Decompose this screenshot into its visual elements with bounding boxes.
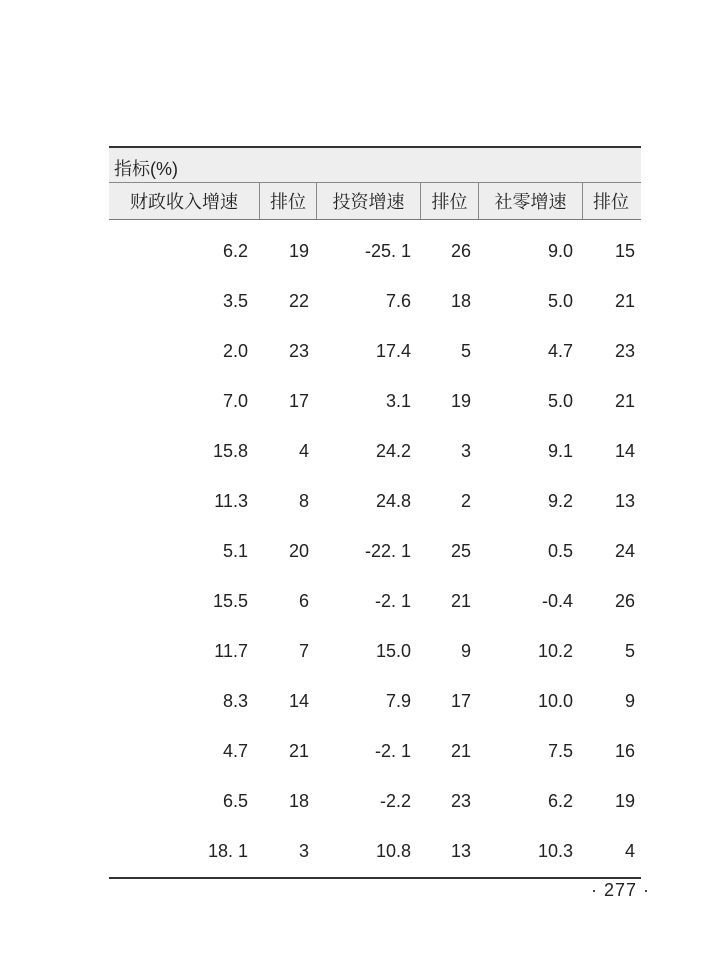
investment-growth-cell: 3.1 <box>385 390 411 411</box>
table-row <box>109 626 641 676</box>
investment-rank-cell: 19 <box>450 390 471 411</box>
fiscal-rank-cell: 21 <box>288 740 309 761</box>
fiscal-rank-cell: 4 <box>298 440 309 461</box>
fiscal-rank-cell: 14 <box>288 690 309 711</box>
table-row <box>109 276 641 326</box>
table-row <box>109 426 641 476</box>
retail-growth-cell: 10.0 <box>537 690 573 711</box>
investment-growth-cell: 7.9 <box>385 690 411 711</box>
fiscal-rank-cell: 20 <box>288 540 309 561</box>
fiscal-growth-cell: 11.7 <box>214 640 248 661</box>
table-row <box>109 376 641 426</box>
header-rank-investment: 排位 <box>421 183 479 219</box>
table-row <box>109 326 641 376</box>
retail-rank-cell: 21 <box>614 390 635 411</box>
table-row <box>109 726 641 776</box>
table-row <box>109 826 641 876</box>
fiscal-rank-cell: 18 <box>288 790 309 811</box>
investment-growth-cell: -2. 1 <box>374 740 411 761</box>
fiscal-growth-cell: 8.3 <box>222 690 248 711</box>
fiscal-growth-cell: 18. 1 <box>207 840 248 861</box>
fiscal-rank-cell: 3 <box>298 840 309 861</box>
investment-rank-cell: 21 <box>450 740 471 761</box>
investment-growth-cell: 17.4 <box>375 340 411 361</box>
header-retail-growth: 社零增速 <box>479 183 583 219</box>
investment-rank-cell: 9 <box>460 640 471 661</box>
investment-rank-cell: 17 <box>450 690 471 711</box>
investment-growth-cell: 24.2 <box>375 440 411 461</box>
page-number: · 277 · <box>590 880 650 900</box>
retail-rank-cell: 9 <box>624 690 635 711</box>
retail-growth-cell: 6.2 <box>547 790 573 811</box>
investment-growth-cell: -2. 1 <box>374 590 411 611</box>
table-row <box>109 526 641 576</box>
fiscal-rank-cell: 6 <box>298 590 309 611</box>
retail-growth-cell: 9.0 <box>547 240 573 261</box>
fiscal-rank-cell: 22 <box>288 290 309 311</box>
table-header <box>109 148 641 220</box>
header-fiscal-revenue-growth: 财政收入增速 <box>109 183 260 219</box>
fiscal-growth-cell: 5.1 <box>222 540 248 561</box>
investment-rank-cell: 3 <box>460 440 471 461</box>
group-title: 指标(%) <box>114 159 178 179</box>
table-row <box>109 576 641 626</box>
fiscal-growth-cell: 11.3 <box>214 490 248 511</box>
fiscal-rank-cell: 17 <box>288 390 309 411</box>
investment-rank-cell: 25 <box>450 540 471 561</box>
retail-growth-cell: -0.4 <box>541 590 573 611</box>
investment-growth-cell: 7.6 <box>385 290 411 311</box>
fiscal-rank-cell: 19 <box>288 240 309 261</box>
investment-growth-cell: -25. 1 <box>364 240 411 261</box>
retail-rank-cell: 21 <box>614 290 635 311</box>
retail-rank-cell: 16 <box>614 740 635 761</box>
retail-rank-cell: 14 <box>614 440 635 461</box>
header-rank-retail: 排位 <box>593 192 629 212</box>
fiscal-growth-cell: 3.5 <box>222 290 248 311</box>
retail-growth-cell: 5.0 <box>547 390 573 411</box>
investment-growth-cell: -22. 1 <box>364 540 411 561</box>
fiscal-growth-cell: 2.0 <box>222 340 248 361</box>
table-row <box>109 476 641 526</box>
data-table <box>109 146 641 879</box>
retail-rank-cell: 19 <box>614 790 635 811</box>
retail-growth-cell: 9.1 <box>547 440 573 461</box>
retail-rank-cell: 23 <box>614 340 635 361</box>
fiscal-growth-cell: 7.0 <box>222 390 248 411</box>
table-row <box>109 676 641 726</box>
retail-growth-cell: 10.2 <box>537 640 573 661</box>
investment-growth-cell: 15.0 <box>375 640 411 661</box>
retail-growth-cell: 10.3 <box>537 840 573 861</box>
table-row <box>109 776 641 826</box>
investment-growth-cell: 10.8 <box>375 840 411 861</box>
fiscal-growth-cell: 15.8 <box>212 440 248 461</box>
header-rank-fiscal: 排位 <box>260 183 317 219</box>
retail-growth-cell: 0.5 <box>547 540 573 561</box>
retail-rank-cell: 4 <box>624 840 635 861</box>
fiscal-growth-cell: 6.5 <box>222 790 248 811</box>
investment-rank-cell: 18 <box>450 290 471 311</box>
investment-rank-cell: 21 <box>450 590 471 611</box>
fiscal-rank-cell: 7 <box>298 640 309 661</box>
investment-rank-cell: 26 <box>450 240 471 261</box>
fiscal-rank-cell: 8 <box>298 490 309 511</box>
header-investment-growth: 投资增速 <box>317 183 421 219</box>
fiscal-growth-cell: 4.7 <box>222 740 248 761</box>
retail-rank-cell: 24 <box>614 540 635 561</box>
investment-rank-cell: 2 <box>460 490 471 511</box>
retail-growth-cell: 7.5 <box>547 740 573 761</box>
retail-rank-cell: 26 <box>614 590 635 611</box>
investment-growth-cell: -2.2 <box>379 790 411 811</box>
investment-growth-cell: 24.8 <box>375 490 411 511</box>
retail-rank-cell: 15 <box>614 240 635 261</box>
table-row <box>109 226 641 276</box>
retail-rank-cell: 5 <box>624 640 635 661</box>
retail-growth-cell: 5.0 <box>547 290 573 311</box>
retail-rank-cell: 13 <box>614 490 635 511</box>
table-body <box>109 220 641 876</box>
investment-rank-cell: 13 <box>450 840 471 861</box>
fiscal-growth-cell: 6.2 <box>222 240 248 261</box>
investment-rank-cell: 23 <box>450 790 471 811</box>
retail-growth-cell: 4.7 <box>547 340 573 361</box>
fiscal-growth-cell: 15.5 <box>212 590 248 611</box>
investment-rank-cell: 5 <box>460 340 471 361</box>
header-row <box>109 182 641 220</box>
retail-growth-cell: 9.2 <box>547 490 573 511</box>
bottom-rule <box>109 877 641 879</box>
fiscal-rank-cell: 23 <box>288 340 309 361</box>
